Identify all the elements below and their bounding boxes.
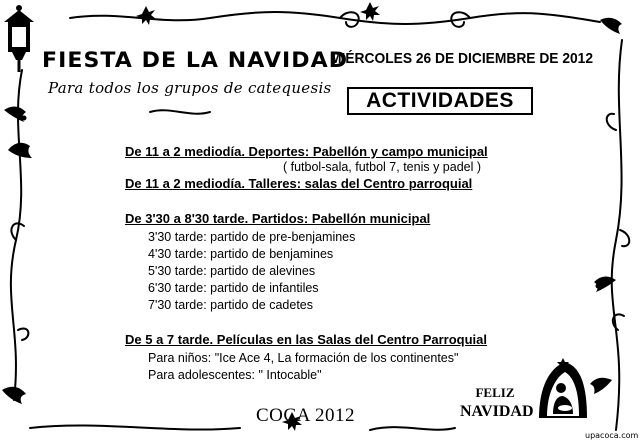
activities-box [347, 87, 533, 115]
coca-label: COCA 2012 [256, 405, 355, 426]
movie-item: Para niños: "Ice Ace 4, La formación de los continentes" [148, 351, 459, 365]
lantern-icon [4, 5, 34, 72]
navidad-text: NAVIDAD [460, 403, 534, 420]
feliz-navidad [460, 383, 534, 421]
feliz-text: FELIZ [475, 385, 515, 400]
activities-label: ACTIVIDADES [366, 89, 514, 112]
movie-item: Para adolescentes: " Intocable" [148, 368, 322, 382]
event-date: MIÉRCOLES 26 DE DICIEMBRE DE 2012 [330, 50, 594, 67]
page-subtitle: Para todos los grupos de catequesis [48, 79, 332, 97]
matches-heading: De 3'30 a 8'30 tarde. Partidos: Pabellón municipal [125, 211, 431, 226]
sports-detail: ( futbol-sala, futbol 7, tenis y padel ) [283, 160, 482, 174]
workshops-heading: De 11 a 2 mediodía. Talleres: salas del Centro parroquial [125, 176, 473, 191]
sports-heading: De 11 a 2 mediodía. Deportes: Pabellón y campo municipal [125, 144, 488, 159]
match-item: 6'30 tarde: partido de infantiles [148, 281, 319, 295]
movies-heading: De 5 a 7 tarde. Películas en las Salas del Centro Parroquial [125, 332, 487, 347]
nativity-icon [535, 358, 591, 422]
page-title: FIESTA DE LA NAVIDAD [42, 48, 349, 72]
match-item: 7'30 tarde: partido de cadetes [148, 298, 314, 312]
match-item: 3'30 tarde: partido de pre-benjamines [148, 230, 356, 244]
watermark: upacoca.com [585, 431, 639, 440]
match-item: 4'30 tarde: partido de benjamines [148, 247, 334, 261]
match-item: 5'30 tarde: partido de alevines [148, 264, 316, 278]
